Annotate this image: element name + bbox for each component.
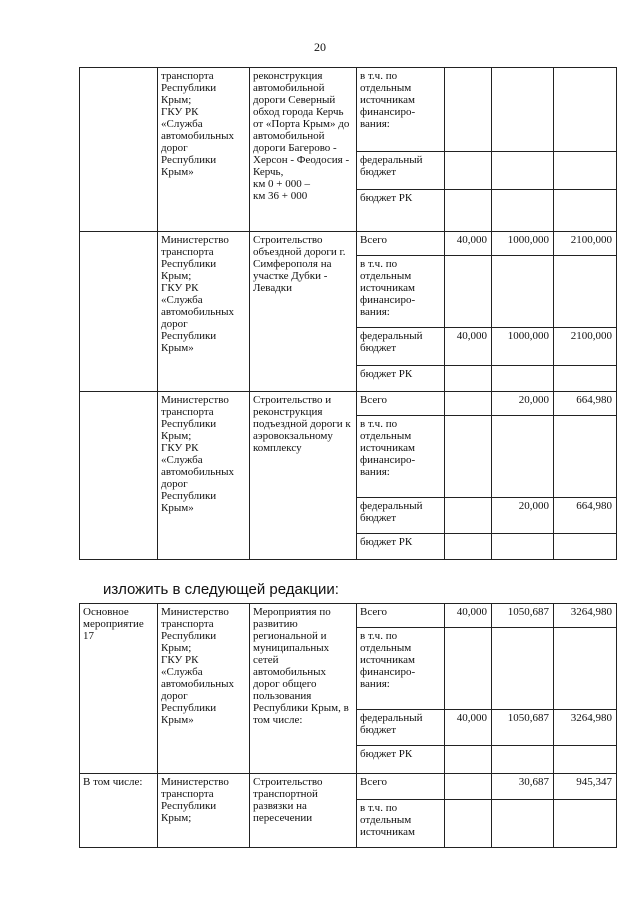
table-row xyxy=(80,392,617,416)
amendment-instruction: изложить в следующей редакции: xyxy=(103,581,339,598)
value-cell-2015 xyxy=(445,392,492,416)
source-cell: в т.ч. по отдельным источникам финансиро-вания: xyxy=(357,416,445,498)
table-row xyxy=(80,68,617,152)
activity-cell: Строительство и реконструкция подъездной дороги к аэровокзальному комплексу xyxy=(250,392,357,560)
event-cell: Основное мероприятие 17 xyxy=(80,604,158,774)
value-cell-2016: 1000,000 xyxy=(492,328,554,366)
value-cell-2017 xyxy=(554,534,617,560)
value-cell-2016 xyxy=(492,534,554,560)
value-cell-2015 xyxy=(445,256,492,328)
value-cell-2015 xyxy=(445,366,492,392)
value-cell-2015: 40,000 xyxy=(445,604,492,628)
source-cell: в т.ч. по отдельным источникам xyxy=(357,800,445,848)
source-cell: в т.ч. по отдельным источникам финансиро-вания: xyxy=(357,628,445,710)
value-cell-2015: 40,000 xyxy=(445,232,492,256)
value-cell-2016 xyxy=(492,256,554,328)
value-cell-2017 xyxy=(554,256,617,328)
value-cell-2015: 40,000 xyxy=(445,328,492,366)
source-cell: Всего xyxy=(357,604,445,628)
source-cell: бюджет РК xyxy=(357,746,445,774)
value-cell-2017 xyxy=(554,190,617,232)
source-cell: бюджет РК xyxy=(357,534,445,560)
value-cell-2016: 1050,687 xyxy=(492,710,554,746)
source-cell: Всего xyxy=(357,232,445,256)
page-number: 20 xyxy=(314,40,326,54)
value-cell-2017: 3264,980 xyxy=(554,604,617,628)
source-cell: Всего xyxy=(357,774,445,800)
event-cell: В том числе: xyxy=(80,774,158,848)
value-cell-2015 xyxy=(445,152,492,190)
source-cell: бюджет РК xyxy=(357,366,445,392)
table-row xyxy=(80,774,617,800)
table-row xyxy=(80,604,617,628)
source-cell: федеральный бюджет xyxy=(357,328,445,366)
source-cell: федеральный бюджет xyxy=(357,498,445,534)
value-cell-2017: 2100,000 xyxy=(554,232,617,256)
event-cell xyxy=(80,232,158,392)
value-cell-2016 xyxy=(492,416,554,498)
activity-cell: Строительство объездной дороги г. Симферополя на участке Дубки - Левадки xyxy=(250,232,357,392)
value-cell-2017: 664,980 xyxy=(554,392,617,416)
source-cell: Всего xyxy=(357,392,445,416)
value-cell-2016: 1000,000 xyxy=(492,232,554,256)
value-cell-2016: 1050,687 xyxy=(492,604,554,628)
value-cell-2017: 3264,980 xyxy=(554,710,617,746)
value-cell-2016 xyxy=(492,190,554,232)
program-table-amended xyxy=(79,603,617,848)
value-cell-2015 xyxy=(445,498,492,534)
value-cell-2015: 40,000 xyxy=(445,710,492,746)
value-cell-2017: 2100,000 xyxy=(554,328,617,366)
value-cell-2016: 30,687 xyxy=(492,774,554,800)
table-row xyxy=(80,232,617,256)
value-cell-2016 xyxy=(492,628,554,710)
value-cell-2015 xyxy=(445,534,492,560)
value-cell-2016 xyxy=(492,366,554,392)
value-cell-2016 xyxy=(492,746,554,774)
value-cell-2017 xyxy=(554,800,617,848)
responsible-cell: Министерство транспорта Республики Крым; ГКУ РК «Служба автомобильных дорог Республики Крым» xyxy=(158,232,250,392)
responsible-cell: Министерство транспорта Республики Крым; xyxy=(158,774,250,848)
source-cell: в т.ч. по отдельным источникам финансиро-вания: xyxy=(357,68,445,152)
value-cell-2017 xyxy=(554,152,617,190)
value-cell-2015 xyxy=(445,68,492,152)
value-cell-2017: 664,980 xyxy=(554,498,617,534)
value-cell-2015 xyxy=(445,800,492,848)
value-cell-2017 xyxy=(554,416,617,498)
program-table-current xyxy=(79,67,617,560)
value-cell-2017 xyxy=(554,746,617,774)
value-cell-2017: 945,347 xyxy=(554,774,617,800)
responsible-cell: Министерство транспорта Республики Крым; ГКУ РК «Служба автомобильных дорог Республики Крым» xyxy=(158,604,250,774)
value-cell-2016: 20,000 xyxy=(492,392,554,416)
source-cell: федеральный бюджет xyxy=(357,152,445,190)
value-cell-2017 xyxy=(554,628,617,710)
responsible-cell: транспорта Республики Крым; ГКУ РК «Служба автомобильных дорог Республики Крым» xyxy=(158,68,250,232)
value-cell-2015 xyxy=(445,774,492,800)
event-cell xyxy=(80,392,158,560)
activity-cell: Строительство транспортной развязки на пересечении xyxy=(250,774,357,848)
activity-cell: Мероприятия по развитию региональной и муниципальных сетей автомобильных дорог общего пользования Республики Крым, в том числе: xyxy=(250,604,357,774)
source-cell: бюджет РК xyxy=(357,190,445,232)
value-cell-2016 xyxy=(492,152,554,190)
value-cell-2016 xyxy=(492,800,554,848)
value-cell-2015 xyxy=(445,416,492,498)
responsible-cell: Министерство транспорта Республики Крым; ГКУ РК «Служба автомобильных дорог Республики Крым» xyxy=(158,392,250,560)
value-cell-2015 xyxy=(445,190,492,232)
value-cell-2016: 20,000 xyxy=(492,498,554,534)
source-cell: федеральный бюджет xyxy=(357,710,445,746)
value-cell-2017 xyxy=(554,366,617,392)
event-cell xyxy=(80,68,158,232)
activity-cell: реконструкция автомобильной дороги Северный обход города Керчь от «Порта Крым» до автомобильной дороги Багерово - Херсон - Феодосия - Керчь, км 0 + 000 – км 36 + 000 xyxy=(250,68,357,232)
value-cell-2015 xyxy=(445,628,492,710)
source-cell: в т.ч. по отдельным источникам финансиро-вания: xyxy=(357,256,445,328)
value-cell-2017 xyxy=(554,68,617,152)
value-cell-2016 xyxy=(492,68,554,152)
value-cell-2015 xyxy=(445,746,492,774)
